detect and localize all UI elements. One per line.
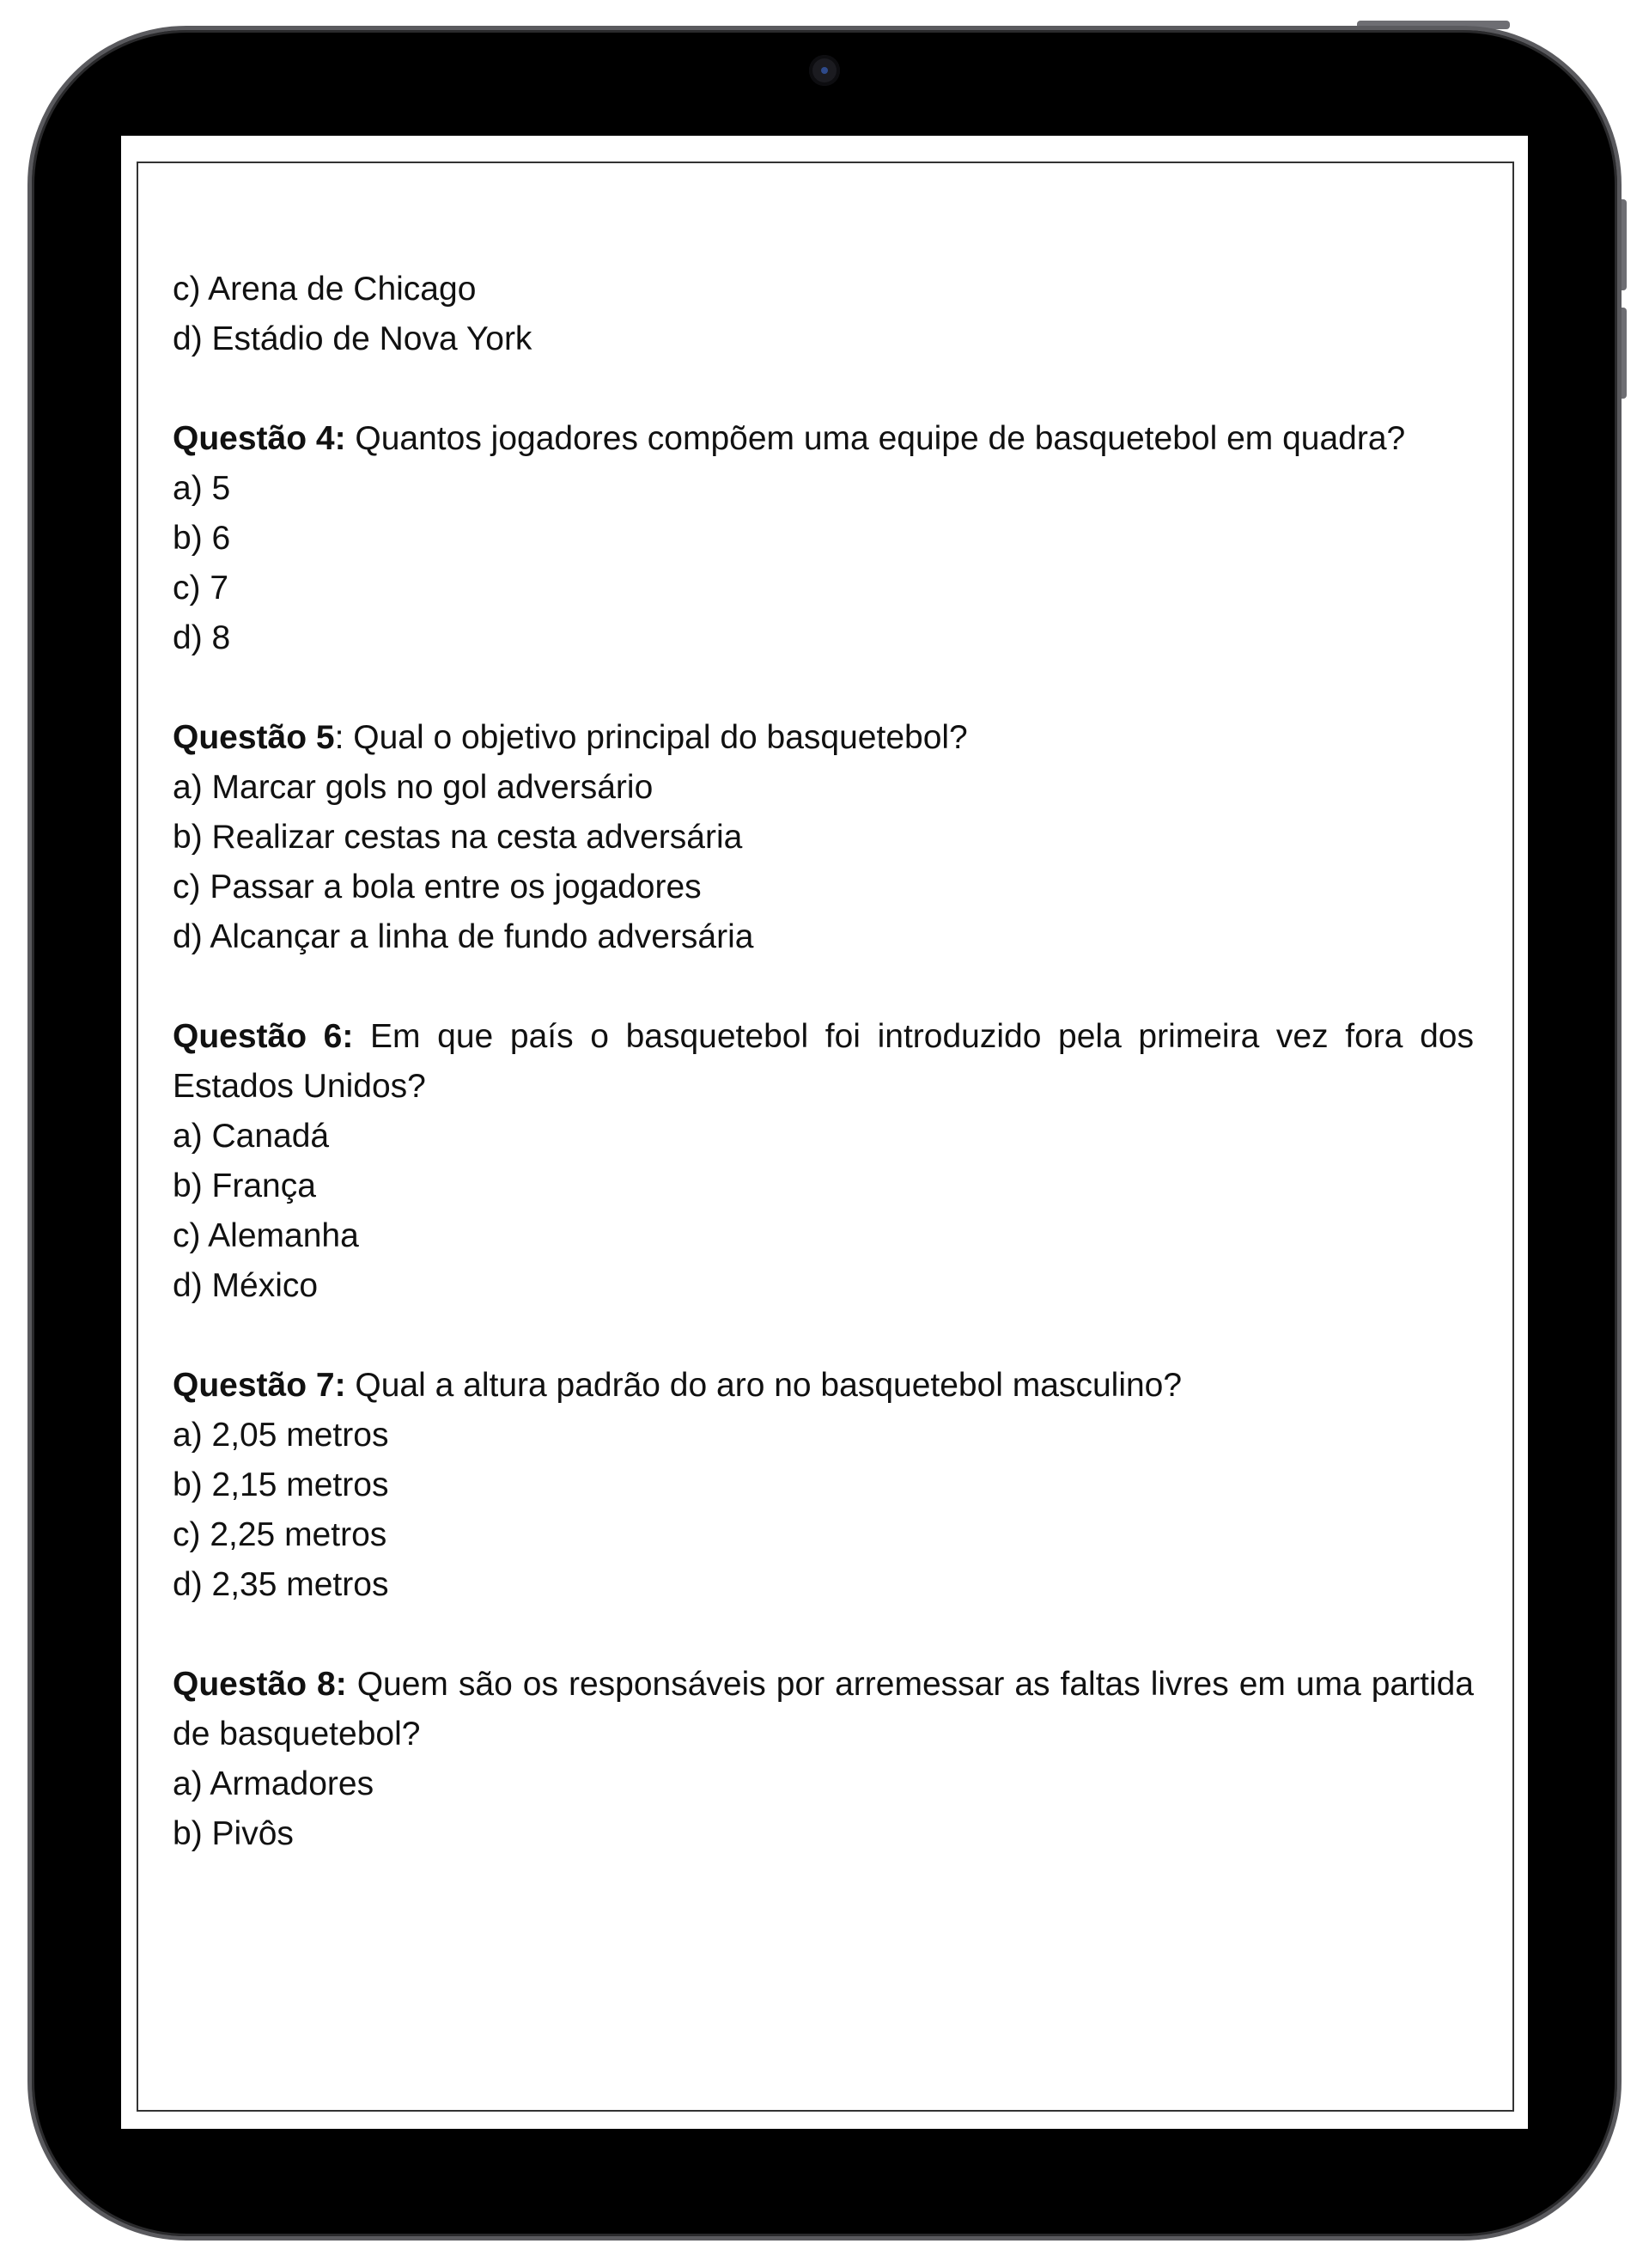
question-text: Quantos jogadores compõem uma equipe de basquetebol em quadra? <box>345 420 1406 457</box>
question-7 <box>173 1361 1474 1411</box>
paragraph-gap <box>173 663 1474 713</box>
paragraph-gap <box>173 364 1474 414</box>
option-line: b) Pivôs <box>173 1815 294 1852</box>
option-line: c) Passar a bola entre os jogadores <box>173 869 702 905</box>
question-text: Quem são os responsáveis por arremessar as faltas livres em uma partida de basquetebol? <box>173 1666 1474 1753</box>
question-text: Em que país o basquetebol foi introduzido pela primeira vez fora dos Estados Unidos? <box>173 1018 1474 1105</box>
option-line: a) 5 <box>173 470 231 507</box>
option-line: d) México <box>173 1267 319 1304</box>
paragraph-gap <box>173 1311 1474 1361</box>
option-line: a) Canadá <box>173 1118 330 1155</box>
question-label: Questão 7: <box>173 1367 346 1404</box>
question-8 <box>173 1660 1474 1759</box>
option-line: b) França <box>173 1168 316 1204</box>
option-line: d) 8 <box>173 619 231 656</box>
option-line: c) Arena de Chicago <box>173 271 477 308</box>
question-text: : Qual o objetivo principal do basquetebol? <box>334 719 968 756</box>
option-line: c) 7 <box>173 570 229 607</box>
question-text: Qual a altura padrão do aro no basquetebol masculino? <box>345 1367 1183 1404</box>
question-label: Questão 6: <box>173 1018 354 1055</box>
question-label: Questão 8: <box>173 1666 347 1703</box>
option-line: a) Marcar gols no gol adversário <box>173 769 654 806</box>
option-line: d) 2,35 metros <box>173 1566 389 1603</box>
option-line: b) 2,15 metros <box>173 1466 389 1503</box>
document-content <box>173 265 1474 1859</box>
question-6 <box>173 1012 1474 1112</box>
option-line: b) 6 <box>173 520 231 557</box>
option-line: a) 2,05 metros <box>173 1417 389 1454</box>
option-line: d) Estádio de Nova York <box>173 320 532 357</box>
paragraph-gap <box>173 962 1474 1012</box>
option-line: a) Armadores <box>173 1765 374 1802</box>
option-line: d) Alcançar a linha de fundo adversária <box>173 918 754 955</box>
question-4 <box>173 414 1474 464</box>
option-line: c) 2,25 metros <box>173 1516 387 1553</box>
screen[interactable] <box>121 136 1528 2129</box>
question-label: Questão 5 <box>173 719 335 756</box>
question-5 <box>173 713 1474 763</box>
question-label: Questão 4: <box>173 420 346 457</box>
option-line: c) Alemanha <box>173 1217 359 1254</box>
front-camera-icon <box>809 55 840 86</box>
paragraph-gap <box>173 1610 1474 1660</box>
option-line: b) Realizar cestas na cesta adversária <box>173 819 743 856</box>
